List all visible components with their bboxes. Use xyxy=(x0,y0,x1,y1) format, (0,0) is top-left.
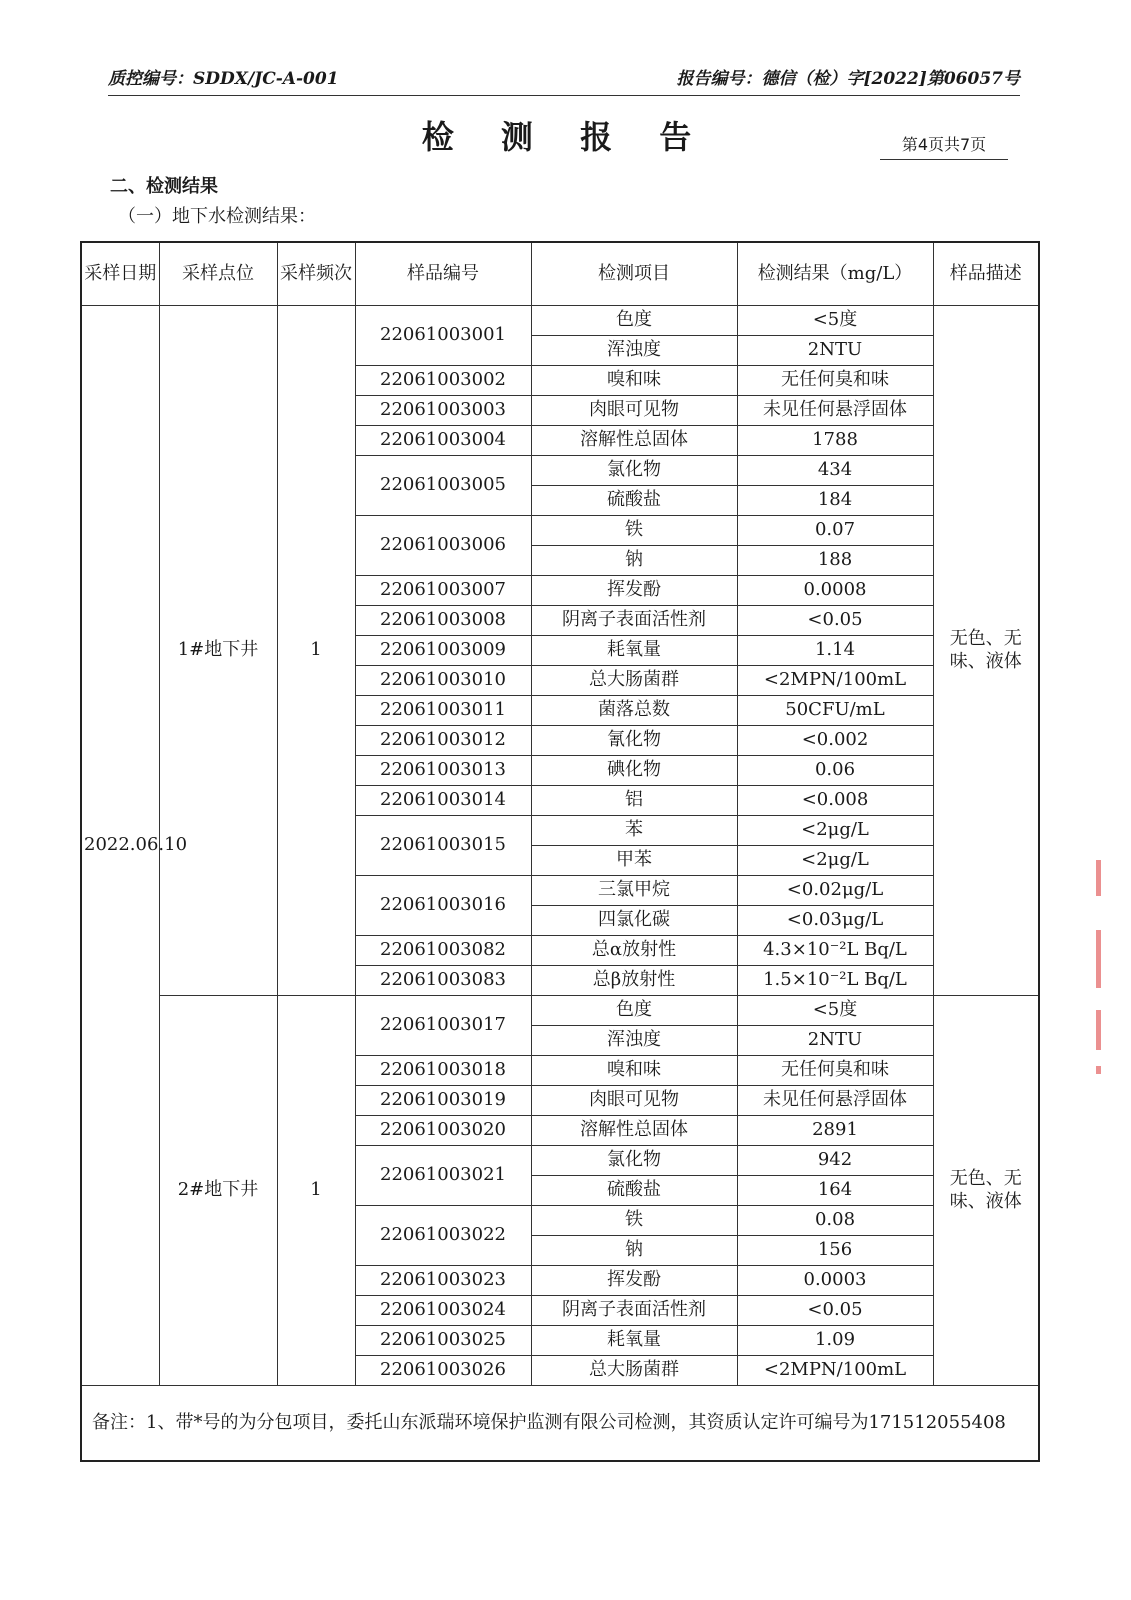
sample-id: 22061003007 xyxy=(355,576,531,606)
sample-id: 22061003023 xyxy=(355,1266,531,1296)
sampling-frequency: 1 xyxy=(277,306,355,996)
test-result: 184 xyxy=(737,486,933,516)
sample-id: 22061003009 xyxy=(355,636,531,666)
note-row xyxy=(81,1386,1039,1462)
test-item: 总大肠菌群 xyxy=(531,1356,737,1386)
test-result: 1.14 xyxy=(737,636,933,666)
test-result: <0.02μg/L xyxy=(737,876,933,906)
test-result: <5度 xyxy=(737,306,933,336)
test-item: 甲苯 xyxy=(531,846,737,876)
page-header xyxy=(108,64,1020,96)
test-result: 2891 xyxy=(737,1116,933,1146)
qc-number: 质控编号：SDDX/JC-A-001 xyxy=(108,69,339,89)
sample-id: 22061003005 xyxy=(355,456,531,516)
test-item: 总α放射性 xyxy=(531,936,737,966)
test-result: 1788 xyxy=(737,426,933,456)
sample-id: 22061003006 xyxy=(355,516,531,576)
header-date: 采样日期 xyxy=(81,242,159,306)
test-result: 4.3×10⁻²L Bq/L xyxy=(737,936,933,966)
test-result: 未见任何悬浮固体 xyxy=(737,396,933,426)
sample-id: 22061003003 xyxy=(355,396,531,426)
sample-id: 22061003010 xyxy=(355,666,531,696)
test-item: 挥发酚 xyxy=(531,576,737,606)
results-table xyxy=(80,241,1040,1462)
results-body xyxy=(81,306,1039,1386)
test-item: 铁 xyxy=(531,516,737,546)
sample-id: 22061003024 xyxy=(355,1296,531,1326)
test-item: 苯 xyxy=(531,816,737,846)
test-item: 阴离子表面活性剂 xyxy=(531,1296,737,1326)
header-description: 样品描述 xyxy=(933,242,1039,306)
sample-id: 22061003021 xyxy=(355,1146,531,1206)
sample-id: 22061003018 xyxy=(355,1056,531,1086)
test-item: 肉眼可见物 xyxy=(531,396,737,426)
red-stamp-mark xyxy=(1096,930,1101,988)
test-item: 氯化物 xyxy=(531,456,737,486)
test-result: 50CFU/mL xyxy=(737,696,933,726)
test-item: 菌落总数 xyxy=(531,696,737,726)
test-item: 钠 xyxy=(531,546,737,576)
header-result: 检测结果（mg/L） xyxy=(737,242,933,306)
header-frequency: 采样频次 xyxy=(277,242,355,306)
test-item: 铁 xyxy=(531,1206,737,1236)
test-result: <0.03μg/L xyxy=(737,906,933,936)
test-result: 164 xyxy=(737,1176,933,1206)
test-item: 铝 xyxy=(531,786,737,816)
test-item: 三氯甲烷 xyxy=(531,876,737,906)
test-item: 氰化物 xyxy=(531,726,737,756)
report-number: 报告编号：德信（检）字[2022]第06057号 xyxy=(676,69,1020,89)
section-heading: 二、检测结果 xyxy=(110,176,218,197)
sample-id: 22061003019 xyxy=(355,1086,531,1116)
test-result: <0.002 xyxy=(737,726,933,756)
test-result: <2μg/L xyxy=(737,846,933,876)
test-result: 188 xyxy=(737,546,933,576)
test-result: 0.07 xyxy=(737,516,933,546)
test-item: 浑浊度 xyxy=(531,336,737,366)
red-stamp-mark xyxy=(1096,1010,1101,1050)
test-item: 硫酸盐 xyxy=(531,486,737,516)
test-result: 无任何臭和味 xyxy=(737,1056,933,1086)
test-result: 未见任何悬浮固体 xyxy=(737,1086,933,1116)
test-item: 阴离子表面活性剂 xyxy=(531,606,737,636)
test-item: 色度 xyxy=(531,996,737,1026)
sample-id: 22061003016 xyxy=(355,876,531,936)
test-result: 156 xyxy=(737,1236,933,1266)
sampling-frequency: 1 xyxy=(277,996,355,1386)
sample-id: 22061003014 xyxy=(355,786,531,816)
test-item: 耗氧量 xyxy=(531,1326,737,1356)
test-result: 0.06 xyxy=(737,756,933,786)
test-item: 碘化物 xyxy=(531,756,737,786)
sample-id: 22061003026 xyxy=(355,1356,531,1386)
sample-id: 22061003022 xyxy=(355,1206,531,1266)
sample-id: 22061003012 xyxy=(355,726,531,756)
table-header-row xyxy=(81,242,1039,306)
sample-id: 22061003020 xyxy=(355,1116,531,1146)
table-row xyxy=(81,996,1039,1026)
sampling-date: 2022.06.10 xyxy=(81,306,159,1386)
test-item: 嗅和味 xyxy=(531,1056,737,1086)
sample-id: 22061003011 xyxy=(355,696,531,726)
test-result: 1.09 xyxy=(737,1326,933,1356)
test-result: <0.05 xyxy=(737,606,933,636)
sample-id: 22061003008 xyxy=(355,606,531,636)
test-result: <2μg/L xyxy=(737,816,933,846)
test-item: 耗氧量 xyxy=(531,636,737,666)
test-result: 2NTU xyxy=(737,1026,933,1056)
red-stamp-mark xyxy=(1096,1066,1101,1074)
test-item: 嗅和味 xyxy=(531,366,737,396)
test-item: 硫酸盐 xyxy=(531,1176,737,1206)
sample-id: 22061003082 xyxy=(355,936,531,966)
table-note: 备注：1、带*号的为分包项目，委托山东派瑞环境保护监测有限公司检测，其资质认定许可编号为171512055408 xyxy=(81,1386,1039,1462)
test-result: <2MPN/100mL xyxy=(737,666,933,696)
test-result: 无任何臭和味 xyxy=(737,366,933,396)
sample-id: 22061003002 xyxy=(355,366,531,396)
test-result: 0.08 xyxy=(737,1206,933,1236)
header-item: 检测项目 xyxy=(531,242,737,306)
header-sample-id: 样品编号 xyxy=(355,242,531,306)
sample-id: 22061003013 xyxy=(355,756,531,786)
test-result: 942 xyxy=(737,1146,933,1176)
test-item: 钠 xyxy=(531,1236,737,1266)
test-item: 溶解性总固体 xyxy=(531,1116,737,1146)
test-item: 浑浊度 xyxy=(531,1026,737,1056)
test-item: 色度 xyxy=(531,306,737,336)
sample-id: 22061003015 xyxy=(355,816,531,876)
test-result: <5度 xyxy=(737,996,933,1026)
sampling-location: 2#地下井 xyxy=(159,996,277,1386)
header-location: 采样点位 xyxy=(159,242,277,306)
sample-description: 无色、无味、液体 xyxy=(933,996,1039,1386)
table-row xyxy=(81,306,1039,336)
sample-id: 22061003083 xyxy=(355,966,531,996)
test-item: 氯化物 xyxy=(531,1146,737,1176)
sampling-location: 1#地下井 xyxy=(159,306,277,996)
report-title: 检 测 报 告 xyxy=(421,118,710,156)
page-info: 第4页共7页 xyxy=(880,132,1008,160)
sample-id: 22061003017 xyxy=(355,996,531,1056)
subsection-heading: （一）地下水检测结果： xyxy=(118,206,316,227)
test-result: 1.5×10⁻²L Bq/L xyxy=(737,966,933,996)
test-result: 2NTU xyxy=(737,336,933,366)
test-item: 总大肠菌群 xyxy=(531,666,737,696)
test-result: 0.0008 xyxy=(737,576,933,606)
test-item: 挥发酚 xyxy=(531,1266,737,1296)
test-result: <2MPN/100mL xyxy=(737,1356,933,1386)
sample-id: 22061003004 xyxy=(355,426,531,456)
sample-description: 无色、无味、液体 xyxy=(933,306,1039,996)
test-result: <0.05 xyxy=(737,1296,933,1326)
sample-id: 22061003025 xyxy=(355,1326,531,1356)
red-stamp-mark xyxy=(1096,860,1101,896)
test-item: 肉眼可见物 xyxy=(531,1086,737,1116)
test-result: 434 xyxy=(737,456,933,486)
test-item: 溶解性总固体 xyxy=(531,426,737,456)
test-result: <0.008 xyxy=(737,786,933,816)
sample-id: 22061003001 xyxy=(355,306,531,366)
test-item: 总β放射性 xyxy=(531,966,737,996)
test-result: 0.0003 xyxy=(737,1266,933,1296)
test-item: 四氯化碳 xyxy=(531,906,737,936)
